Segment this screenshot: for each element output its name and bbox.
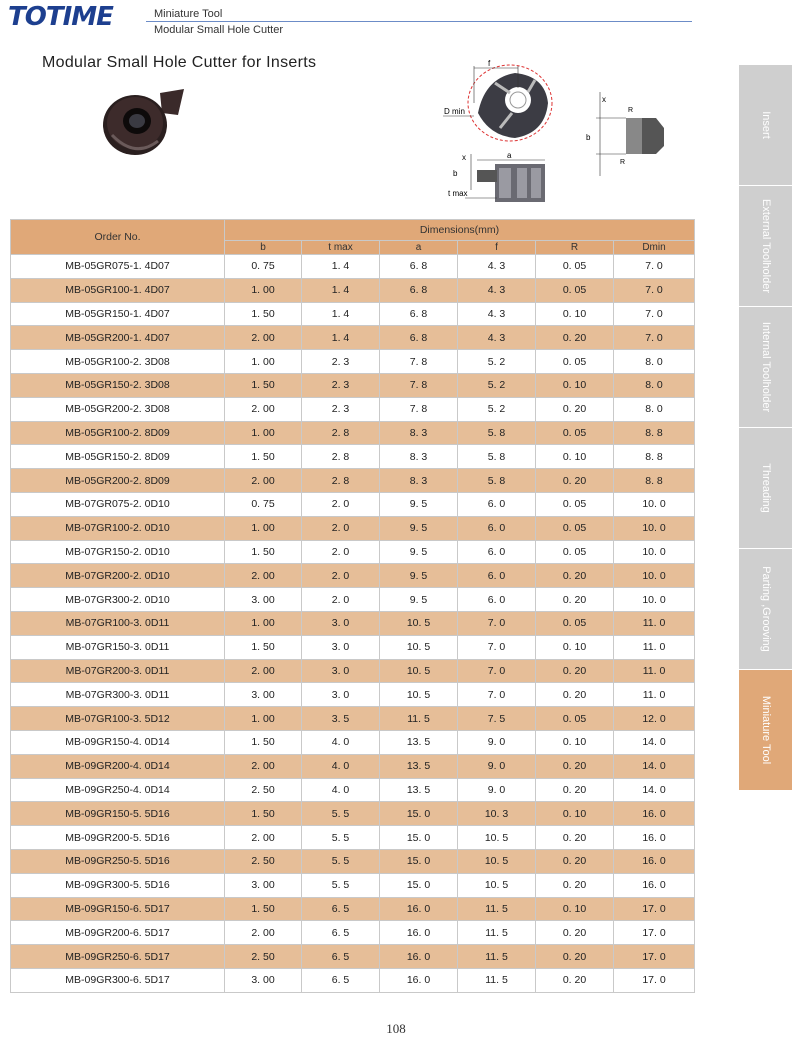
table-row (11, 350, 695, 374)
order-no-cell: MB-07GR150-3. 0D11 (11, 635, 225, 659)
side-tab-label: Insert (759, 111, 772, 139)
dimension-cell: 0. 20 (536, 849, 614, 873)
dimension-cell: 0. 20 (536, 397, 614, 421)
dimension-cell: 2. 50 (225, 849, 302, 873)
tmax-label: t max (448, 189, 468, 198)
dimension-cell: 0. 10 (536, 445, 614, 469)
dimension-cell: 9. 5 (380, 516, 458, 540)
dimension-cell: 0. 10 (536, 302, 614, 326)
dimension-cell: 10. 5 (380, 659, 458, 683)
dimension-cell: 7. 0 (614, 278, 695, 302)
dimension-cell: 2. 00 (225, 469, 302, 493)
side-tab-bar (739, 65, 792, 791)
table-row (11, 445, 695, 469)
dimension-cell: 13. 5 (380, 754, 458, 778)
table-row (11, 683, 695, 707)
dimension-cell: 3. 0 (302, 659, 380, 683)
order-no-cell: MB-09GR150-4. 0D14 (11, 730, 225, 754)
dimension-cell: 0. 10 (536, 897, 614, 921)
dimension-cell: 17. 0 (614, 945, 695, 969)
dimension-cell: 0. 10 (536, 635, 614, 659)
side-tab-label: Internal Toolholder (759, 321, 772, 413)
dimension-cell: 1. 00 (225, 421, 302, 445)
order-no-cell: MB-07GR150-2. 0D10 (11, 540, 225, 564)
dimension-cell: 6. 0 (458, 540, 536, 564)
dimension-cell: 7. 5 (458, 707, 536, 731)
dimension-cell: 6. 0 (458, 492, 536, 516)
dimension-cell: 6. 8 (380, 326, 458, 350)
order-no-cell: MB-05GR200-2. 8D09 (11, 469, 225, 493)
page-title: Modular Small Hole Cutter for Inserts (42, 54, 317, 71)
dimension-cell: 1. 00 (225, 516, 302, 540)
dimension-cell: 12. 0 (614, 707, 695, 731)
dimension-cell: 2. 3 (302, 350, 380, 374)
dimension-cell: 0. 05 (536, 255, 614, 279)
dimension-cell: 2. 0 (302, 564, 380, 588)
table-row (11, 754, 695, 778)
dimension-cell: 16. 0 (614, 873, 695, 897)
dimension-cell: 0. 05 (536, 540, 614, 564)
dimension-cell: 0. 75 (225, 255, 302, 279)
order-no-cell: MB-05GR150-2. 8D09 (11, 445, 225, 469)
dimension-cell: 5. 5 (302, 849, 380, 873)
dimension-cell: 6. 5 (302, 945, 380, 969)
order-no-cell: MB-05GR100-2. 8D09 (11, 421, 225, 445)
side-tab[interactable] (739, 428, 792, 548)
dimension-cell: 1. 00 (225, 350, 302, 374)
side-view-diagram (445, 150, 555, 210)
dimension-cell: 7. 8 (380, 350, 458, 374)
dimension-cell: 0. 05 (536, 350, 614, 374)
table-row (11, 707, 695, 731)
header-category: Miniature Tool (154, 8, 223, 20)
dimension-cell: 4. 3 (458, 278, 536, 302)
dimension-cell: 0. 20 (536, 659, 614, 683)
dimension-cell: 17. 0 (614, 921, 695, 945)
table-row (11, 802, 695, 826)
header-subcategory: Modular Small Hole Cutter (154, 24, 283, 36)
dimension-cell: 0. 20 (536, 873, 614, 897)
dimension-cell: 1. 50 (225, 302, 302, 326)
dimension-cell: 9. 5 (380, 492, 458, 516)
dimension-cell: 0. 20 (536, 921, 614, 945)
dimension-cell: 5. 2 (458, 373, 536, 397)
dimension-cell: 6. 5 (302, 921, 380, 945)
dimension-cell: 10. 5 (380, 611, 458, 635)
dimension-cell: 4. 3 (458, 302, 536, 326)
side-tab-label: Threading (759, 463, 772, 513)
header-rule (146, 21, 692, 22)
table-row (11, 373, 695, 397)
dimension-cell: 7. 8 (380, 397, 458, 421)
dimension-cell: 0. 05 (536, 278, 614, 302)
dimension-cell: 1. 50 (225, 730, 302, 754)
dimension-cell: 3. 00 (225, 683, 302, 707)
order-no-cell: MB-09GR300-6. 5D17 (11, 968, 225, 992)
dimension-cell: 2. 00 (225, 397, 302, 421)
side-tab[interactable] (739, 670, 792, 790)
dimension-cell: 6. 8 (380, 302, 458, 326)
dimension-cell: 7. 0 (458, 611, 536, 635)
side-tab[interactable] (739, 307, 792, 427)
r-label-bottom: R (620, 159, 626, 166)
order-no-cell: MB-05GR100-1. 4D07 (11, 278, 225, 302)
order-no-cell: MB-07GR200-3. 0D11 (11, 659, 225, 683)
dimension-cell: 10. 0 (614, 492, 695, 516)
dimension-cell: 0. 75 (225, 492, 302, 516)
dimension-cell: 2. 00 (225, 326, 302, 350)
order-no-cell: MB-07GR100-2. 0D10 (11, 516, 225, 540)
dimension-cell: 6. 5 (302, 897, 380, 921)
dimension-cell: 3. 0 (302, 611, 380, 635)
dimension-cell: 16. 0 (614, 826, 695, 850)
table-row (11, 659, 695, 683)
order-no-cell: MB-05GR150-1. 4D07 (11, 302, 225, 326)
dimension-cell: 0. 20 (536, 754, 614, 778)
dimension-cell: 10. 5 (458, 849, 536, 873)
dimension-cell: 2. 0 (302, 492, 380, 516)
f-label: f (488, 59, 491, 68)
dimension-cell: 11. 5 (458, 968, 536, 992)
dimension-cell: 8. 8 (614, 469, 695, 493)
order-no-cell: MB-07GR075-2. 0D10 (11, 492, 225, 516)
dimension-cell: 2. 50 (225, 945, 302, 969)
table-row (11, 326, 695, 350)
dimension-cell: 0. 20 (536, 564, 614, 588)
dimension-cell: 0. 05 (536, 492, 614, 516)
table-row (11, 564, 695, 588)
dimension-cell: 7. 0 (614, 326, 695, 350)
order-no-cell: MB-09GR200-5. 5D16 (11, 826, 225, 850)
side-tab[interactable] (739, 186, 792, 306)
spec-table (10, 219, 695, 993)
order-no-cell: MB-07GR100-3. 0D11 (11, 611, 225, 635)
profile-detail-diagram (578, 88, 673, 178)
dimension-cell: 17. 0 (614, 968, 695, 992)
dimension-cell: 5. 5 (302, 873, 380, 897)
dimension-cell: 8. 3 (380, 421, 458, 445)
dimension-cell: 2. 8 (302, 445, 380, 469)
dimension-cell: 5. 8 (458, 445, 536, 469)
dimension-cell: 10. 0 (614, 588, 695, 612)
table-row (11, 397, 695, 421)
dimension-cell: 4. 3 (458, 326, 536, 350)
table-row (11, 897, 695, 921)
dimension-cell: 8. 8 (614, 445, 695, 469)
dimension-cell: 2. 00 (225, 659, 302, 683)
dimension-cell: 6. 8 (380, 278, 458, 302)
table-row (11, 278, 695, 302)
dimension-cell: 8. 3 (380, 445, 458, 469)
dimension-cell: 9. 5 (380, 588, 458, 612)
dimension-cell: 1. 50 (225, 373, 302, 397)
order-no-header: Order No. (11, 220, 225, 255)
order-no-cell: MB-09GR300-5. 5D16 (11, 873, 225, 897)
dimension-cell: 0. 20 (536, 588, 614, 612)
table-row (11, 611, 695, 635)
dimension-cell: 1. 00 (225, 707, 302, 731)
dimension-cell: 11. 0 (614, 683, 695, 707)
page-number: 108 (386, 1021, 406, 1036)
dimension-cell: 2. 00 (225, 826, 302, 850)
dimension-cell: 3. 0 (302, 635, 380, 659)
dimension-cell: 4. 0 (302, 778, 380, 802)
table-row (11, 421, 695, 445)
dimension-cell: 11. 5 (458, 897, 536, 921)
dimension-cell: 0. 05 (536, 707, 614, 731)
table-row (11, 921, 695, 945)
dimension-cell: 15. 0 (380, 849, 458, 873)
dimension-cell: 5. 2 (458, 350, 536, 374)
dimension-cell: 1. 50 (225, 540, 302, 564)
dimension-cell: 6. 8 (380, 255, 458, 279)
table-row (11, 588, 695, 612)
side-tab-label: External Toolholder (759, 199, 772, 293)
order-no-cell: MB-09GR250-4. 0D14 (11, 778, 225, 802)
dimension-cell: 1. 4 (302, 255, 380, 279)
dimension-cell: 10. 3 (458, 802, 536, 826)
dimension-cell: 11. 0 (614, 611, 695, 635)
table-row (11, 516, 695, 540)
dimension-cell: 14. 0 (614, 730, 695, 754)
order-no-cell: MB-09GR200-4. 0D14 (11, 754, 225, 778)
order-no-cell: MB-05GR075-1. 4D07 (11, 255, 225, 279)
dimension-cell: 1. 4 (302, 278, 380, 302)
dimension-cell: 3. 0 (302, 683, 380, 707)
a-label: a (507, 151, 512, 160)
dimension-cell: 8. 8 (614, 421, 695, 445)
table-row (11, 255, 695, 279)
column-header: a (380, 241, 458, 255)
column-header: f (458, 241, 536, 255)
dimension-cell: 1. 00 (225, 611, 302, 635)
dimension-cell: 5. 8 (458, 421, 536, 445)
table-row (11, 302, 695, 326)
dimension-cell: 4. 0 (302, 754, 380, 778)
dimension-cell: 8. 0 (614, 350, 695, 374)
x-label-side: x (462, 153, 466, 162)
dimension-cell: 16. 0 (380, 945, 458, 969)
dimension-cell: 0. 05 (536, 516, 614, 540)
column-header: Dmin (614, 241, 695, 255)
dimension-cell: 10. 0 (614, 564, 695, 588)
dimension-cell: 13. 5 (380, 778, 458, 802)
dimension-cell: 0. 20 (536, 945, 614, 969)
dimension-cell: 7. 0 (614, 302, 695, 326)
dimension-cell: 2. 0 (302, 540, 380, 564)
b-label-detail: b (586, 133, 591, 142)
table-row (11, 778, 695, 802)
dimension-cell: 16. 0 (380, 921, 458, 945)
dimension-cell: 2. 00 (225, 921, 302, 945)
dimension-cell: 6. 5 (302, 968, 380, 992)
dimension-cell: 3. 00 (225, 968, 302, 992)
column-header: b (225, 241, 302, 255)
dimension-cell: 0. 10 (536, 802, 614, 826)
dimension-cell: 1. 50 (225, 897, 302, 921)
table-row (11, 469, 695, 493)
dimension-cell: 2. 00 (225, 754, 302, 778)
table-row (11, 730, 695, 754)
dimension-cell: 0. 20 (536, 683, 614, 707)
dimension-cell: 9. 5 (380, 564, 458, 588)
dimension-cell: 0. 20 (536, 968, 614, 992)
order-no-cell: MB-09GR150-5. 5D16 (11, 802, 225, 826)
dimension-cell: 0. 20 (536, 778, 614, 802)
table-row (11, 968, 695, 992)
dimension-cell: 0. 05 (536, 421, 614, 445)
dimension-cell: 7. 0 (458, 635, 536, 659)
dimension-cell: 16. 0 (380, 897, 458, 921)
dimension-cell: 8. 0 (614, 373, 695, 397)
dimension-cell: 2. 3 (302, 373, 380, 397)
dimension-cell: 6. 0 (458, 564, 536, 588)
table-row (11, 849, 695, 873)
dimension-cell: 7. 0 (614, 255, 695, 279)
dimension-cell: 0. 10 (536, 730, 614, 754)
dimension-cell: 5. 2 (458, 397, 536, 421)
table-row (11, 540, 695, 564)
table-row (11, 945, 695, 969)
dimension-cell: 15. 0 (380, 802, 458, 826)
order-no-cell: MB-09GR150-6. 5D17 (11, 897, 225, 921)
dimension-cell: 8. 3 (380, 469, 458, 493)
dimension-cell: 10. 5 (458, 873, 536, 897)
dimension-cell: 5. 8 (458, 469, 536, 493)
order-no-cell: MB-09GR250-6. 5D17 (11, 945, 225, 969)
dimension-cell: 10. 0 (614, 516, 695, 540)
order-no-cell: MB-07GR300-2. 0D10 (11, 588, 225, 612)
dimension-cell: 1. 50 (225, 635, 302, 659)
table-row (11, 873, 695, 897)
dimension-cell: 11. 0 (614, 659, 695, 683)
dimension-cell: 2. 50 (225, 778, 302, 802)
dimension-cell: 9. 0 (458, 754, 536, 778)
dimension-cell: 6. 0 (458, 516, 536, 540)
column-header: t max (302, 241, 380, 255)
dimension-cell: 0. 05 (536, 611, 614, 635)
dimension-cell: 7. 8 (380, 373, 458, 397)
dimension-cell: 10. 5 (458, 826, 536, 850)
x-label-detail: x (602, 95, 606, 104)
side-tab-label: Parting ,Grooving (759, 566, 772, 652)
dimension-cell: 7. 0 (458, 659, 536, 683)
dimension-cell: 8. 0 (614, 397, 695, 421)
order-no-cell: MB-07GR100-3. 5D12 (11, 707, 225, 731)
dimension-cell: 15. 0 (380, 826, 458, 850)
dimension-cell: 17. 0 (614, 897, 695, 921)
table-row (11, 635, 695, 659)
dimension-cell: 15. 0 (380, 873, 458, 897)
order-no-cell: MB-09GR250-5. 5D16 (11, 849, 225, 873)
dimension-cell: 0. 20 (536, 326, 614, 350)
dimension-cell: 4. 3 (458, 255, 536, 279)
order-no-cell: MB-07GR300-3. 0D11 (11, 683, 225, 707)
dimension-cell: 10. 5 (380, 635, 458, 659)
table-row (11, 826, 695, 850)
front-view-diagram (440, 58, 560, 148)
dimension-cell: 5. 5 (302, 802, 380, 826)
dimension-cell: 11. 0 (614, 635, 695, 659)
dimension-cell: 10. 0 (614, 540, 695, 564)
dimension-cell: 3. 00 (225, 873, 302, 897)
dimension-cell: 7. 0 (458, 683, 536, 707)
dimension-cell: 14. 0 (614, 754, 695, 778)
dimension-cell: 2. 8 (302, 469, 380, 493)
side-tab[interactable] (739, 65, 792, 185)
dimension-cell: 1. 4 (302, 302, 380, 326)
dimension-cell: 1. 50 (225, 445, 302, 469)
table-row (11, 492, 695, 516)
dimension-cell: 3. 5 (302, 707, 380, 731)
dimension-cell: 16. 0 (614, 802, 695, 826)
order-no-cell: MB-09GR200-6. 5D17 (11, 921, 225, 945)
dimension-cell: 9. 0 (458, 778, 536, 802)
dimension-cell: 2. 8 (302, 421, 380, 445)
order-no-cell: MB-05GR200-1. 4D07 (11, 326, 225, 350)
dimension-cell: 2. 3 (302, 397, 380, 421)
dimensions-header: Dimensions(mm) (225, 220, 695, 241)
dimension-cell: 3. 00 (225, 588, 302, 612)
side-tab-label: Miniature Tool (759, 695, 772, 765)
dimension-cell: 6. 0 (458, 588, 536, 612)
b-label-side: b (453, 169, 458, 178)
order-no-cell: MB-05GR100-2. 3D08 (11, 350, 225, 374)
order-no-cell: MB-05GR150-2. 3D08 (11, 373, 225, 397)
r-label-top: R (628, 107, 634, 114)
brand-logo: TOTIME (8, 2, 113, 32)
dimension-cell: 1. 4 (302, 326, 380, 350)
column-header: R (536, 241, 614, 255)
dimension-cell: 14. 0 (614, 778, 695, 802)
dimension-cell: 16. 0 (380, 968, 458, 992)
dimension-cell: 4. 0 (302, 730, 380, 754)
dimension-cell: 5. 5 (302, 826, 380, 850)
dimension-cell: 2. 0 (302, 588, 380, 612)
dimension-cell: 1. 00 (225, 278, 302, 302)
dmin-label: D min (444, 107, 465, 116)
dimension-cell: 16. 0 (614, 849, 695, 873)
dimension-cell: 11. 5 (458, 921, 536, 945)
dimension-cell: 2. 00 (225, 564, 302, 588)
dimension-cell: 10. 5 (380, 683, 458, 707)
order-no-cell: MB-05GR200-2. 3D08 (11, 397, 225, 421)
dimension-cell: 0. 20 (536, 469, 614, 493)
order-no-cell: MB-07GR200-2. 0D10 (11, 564, 225, 588)
dimension-cell: 9. 0 (458, 730, 536, 754)
dimension-cell: 2. 0 (302, 516, 380, 540)
dimension-cell: 0. 10 (536, 373, 614, 397)
product-photo (100, 85, 190, 160)
dimension-cell: 9. 5 (380, 540, 458, 564)
dimension-cell: 11. 5 (458, 945, 536, 969)
dimension-cell: 11. 5 (380, 707, 458, 731)
dimension-cell: 1. 50 (225, 802, 302, 826)
dimension-cell: 0. 20 (536, 826, 614, 850)
side-tab[interactable] (739, 549, 792, 669)
dimension-cell: 13. 5 (380, 730, 458, 754)
